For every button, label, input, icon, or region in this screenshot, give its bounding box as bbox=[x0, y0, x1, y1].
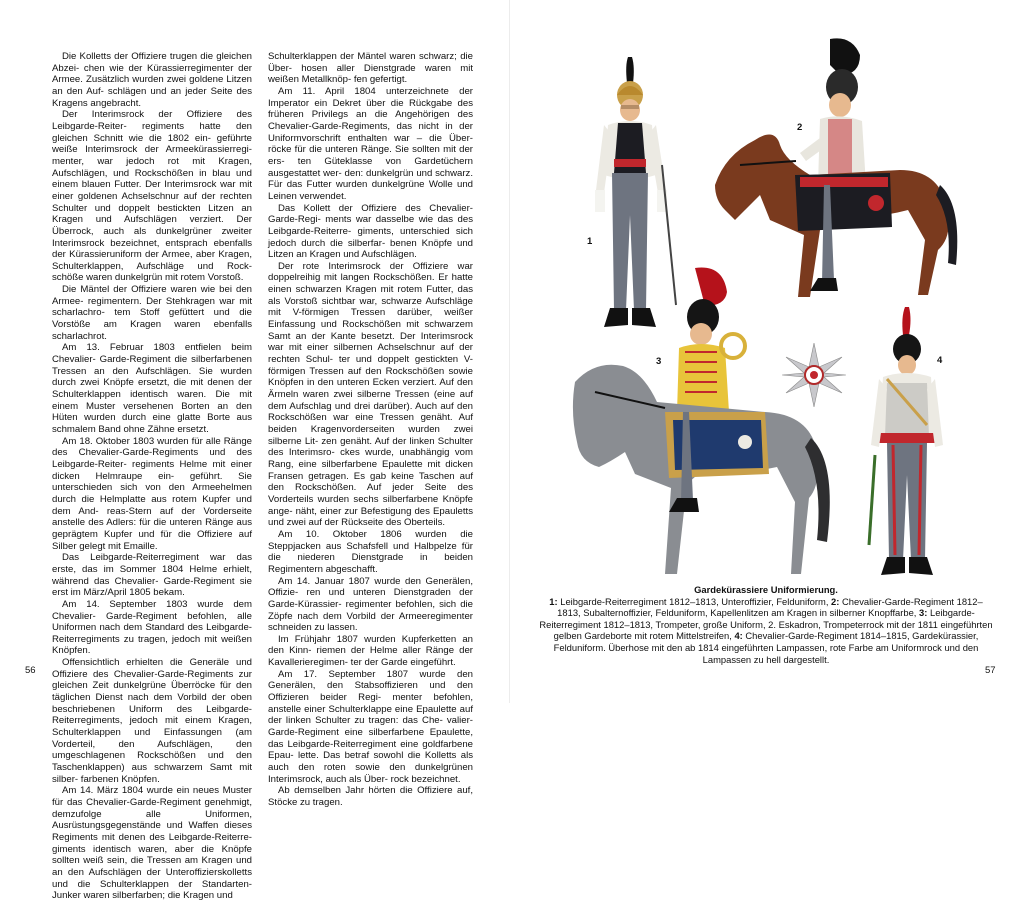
caption-title: Gardekürassiere Uniformierung. bbox=[694, 584, 838, 595]
caption-number-3: 3: bbox=[919, 607, 928, 619]
caption-number-1: 1: bbox=[549, 595, 558, 607]
paragraph: Am 13. Februar 1803 entfielen beim Chevalier- Garde-Regiment die silberfarbenen Tressen an den Aufschlägen. Sie wurden durch zwei Knöpfe ersetzt, die mit denen der Schulterklappen identisch waren. Die mit einem Muster versehenen Borten an den Hüten wurden durch eine glatte Borte aus schmalem Band ohne Zähne ersetzt. bbox=[52, 342, 252, 435]
page-number-right: 57 bbox=[985, 665, 996, 676]
paragraph: Am 14. März 1804 wurde ein neues Muster für das Chevalier-Garde-Regiment genehmigt, demzufolge alle Uniformen, Ausrüstungsgegenstände und Waffen dieses Regiments mit denen des Leibgarde-Reiterre- giments identisch waren, aber die Knöpfe sollten weiß sein, die Tressen am Kragen und an den Aufschlägen der Unteroffizierskolletts und die Schulterklappen der Standarten-Junker waren silberfarben; die Kragen und bbox=[52, 785, 252, 902]
paragraph: Am 18. Oktober 1803 wurden für alle Ränge des Chevalier-Garde-Regiments und des Leibgarde-Reiter- regiments Helme mit einer dicken Helmraupe ein- geführt. Sie unterschieden sich von den Armeehelmen durch die Helmplatte aus rotem Kupfer und dem And- reas-Stern auf der Vorderseite anstelle des Adlers: für die unteren Ränge aus geprägtem Kupfer und für die Offiziere auf Silber gelegt mit Emaille. bbox=[52, 435, 252, 552]
paragraph: Am 14. Januar 1807 wurde den Generälen, Offizie- ren und unteren Dienstgraden der Garde-Kürassier- regimenter befohlen, sich die Zöpfe nach dem Vorbild der Armeeregimenter schneiden zu lassen. bbox=[268, 575, 473, 634]
paragraph: Die Mäntel der Offiziere waren wie bei den Armee- regimentern. Der Stehkragen war mit scharlachro- tem Stoff gefüttert und die Vorstöße am Kragen waren ebenfalls scharlachrot. bbox=[52, 284, 252, 342]
caption-text-3: Leibgarde-Reiterregiment 1812–1813, Trompeter, große Uniform, 2. Eskadron, Trompeterrock mit der 1811 eingeführten gelben Gardeborte mit rotem Mittelstreifen, bbox=[539, 607, 993, 642]
figure-caption bbox=[538, 584, 994, 665]
paragraph: Im Frühjahr 1807 wurden Kupferketten an den Kinn- riemen der Helme aller Ränge der Kavallerieregimen- ter der Garde eingeführt. bbox=[268, 633, 473, 669]
page-number-left: 56 bbox=[25, 665, 36, 676]
figure-3-trumpeter bbox=[565, 262, 837, 580]
star-badge-icon bbox=[782, 343, 846, 407]
caption-number-2: 2: bbox=[831, 595, 840, 607]
paragraph: Die Kolletts der Offiziere trugen die gleichen Abzei- chen wie der Kürassierregimenter der Armee. Zusätzlich wurden zwei goldene Litzen an den Auf- schlägen und an jeder Seite des Kragens angebracht. bbox=[52, 51, 252, 109]
paragraph: Der Interimsrock der Offiziere des Leibgarde-Reiter- regiments hatte den gleichen Schnitt wie die 1802 ein- geführte weiße Interimsrock der Armeekürassierregi- menter, war jedoch rot mit Kragen, Aufschlägen, und Rockschößen in blau und einem blauen Futter. Der Interimsrock war mit einer goldenen Achselschnur auf der rechten Schulter und doppelt bestickten Litzen an Kragen und Aufschlägen verziert. Der Überrock, auch als dunkelgrüner zweiter Interimsrock bezeichnet, entsprach ebenfalls der Kürassieruniform der Armee, aber Kragen, Schulterklappen, Aufschläge und Rock- schöße waren dunkelgrün mit rotem Vorstoß. bbox=[52, 109, 252, 284]
figure-2-mounted-officer bbox=[700, 35, 965, 300]
figure-label-1: 1 bbox=[587, 236, 593, 247]
paragraph: Am 10. Oktober 1806 wurden die Steppjacken aus Schafsfell und Halbpelze für die niederen Dienstgrade in beiden Regimentern abgeschafft. bbox=[268, 528, 473, 575]
figure-label-3: 3 bbox=[656, 356, 662, 367]
paragraph: Offensichtlich erhielten die Generäle und Offiziere des Chevalier-Garde-Regiments zur gleichen Zeit dunkelgrüne Überröcke für den täglichen Dienst nach dem Vorbild der oben beschriebenen Uniform des Leibgarde-Reiterregiments, jedoch mit einem Kragen, Schulterklappen und Einfassungen (am Vorderteil, den Aufschlägen, den umgeschlagenen Rockschößen und den Taschenklappen) aus schwarzem Samt mit silber- farbenen Knöpfen. bbox=[52, 657, 252, 785]
paragraph: Das Kollett der Offiziere des Chevalier-Garde-Regi- ments war dasselbe wie das des Leibgarde-Reiterre- giments, unterschied sich jedoch durch die silberfar- benen Knöpfe und Litzen an Kragen und Aufschlägen. bbox=[268, 202, 473, 261]
caption-text-4: Chevalier-Garde-Regiment 1814–1815, Gardekürassier, Felduniform. Überhose mit den ab 1814 eingeführten Lampassen, rote Farbe am Uniformrock und den Lampassen zu hell dargestellt. bbox=[553, 630, 979, 665]
paragraph: Am 14. September 1803 wurde dem Chevalier- Garde-Regiment befohlen, alle Uniformen nach dem Standard des Leibgarde-Reiterregiments zu tragen, jedoch mit weißen Knöpfen. bbox=[52, 598, 252, 657]
figure-4-guardsman bbox=[865, 305, 950, 580]
paragraph: Ab demselben Jahr hörten die Offiziere auf, Stöcke zu tragen. bbox=[268, 785, 473, 808]
caption-text-2: Chevalier-Garde-Regiment 1812–1813, Subalternoffizier, Felduniform, Kapellenlitzen am Kragen in silberner Knopffarbe, bbox=[557, 595, 983, 619]
paragraph: Das Leibgarde-Reiterregiment war das erste, das im Sommer 1804 Helme erhielt, während das Chevalier- Garde-Regiment sie erst im März/April 1805 bekam. bbox=[52, 552, 252, 599]
paragraph: Schulterklappen der Mäntel waren schwarz; die Über- hosen aller Dienstgrade waren mit weißen Metallknöp- fen gefertigt. bbox=[268, 51, 473, 86]
caption-number-4: 4: bbox=[734, 630, 743, 642]
text-column-1 bbox=[52, 51, 252, 902]
text-column-2 bbox=[268, 51, 473, 809]
caption-text-1: Leibgarde-Reiterregiment 1812–1813, Unteroffizier, Felduniform, bbox=[557, 595, 832, 607]
figure-label-2: 2 bbox=[797, 122, 803, 133]
paragraph: Am 11. April 1804 unterzeichnete der Imperator ein Dekret über die Rückgabe des früheren Privilegs an die Angehörigen des Chevalier-Garde-Regiments, das nicht in der Uniformvorschrift enthalten war – die Über- röcke für die unteren Ränge. Sie sollten mit der ers- ten Güteklasse von Gardetüchern ausgestattet wer- den: dunkelgrün und schwarz. Für das Futter wurden dunkelgrüne Wolle und Leinen verwendet. bbox=[268, 85, 473, 202]
paragraph: Der rote Interimsrock der Offiziere war doppelreihig mit langen Rockschößen. Er hatte einen schwarzen Kragen mit rotem Futter, das als Vorstoß sichtbar war, schwarze Aufschläge mit V-förmigen Tressen darüber, weißer Einfassung und Rockschößen mit schwarzem Samt an der Kante besetzt. Der Interimsrock war mit einer silbernen Achselschnur auf der rechten Schul- ter und doppelt gestickten V-förmigen Tressen auf den Rockschößen sowie Knöpfen in den unteren Ecken verziert. Auf den Ärmeln waren zwei silberne Tressen (eine auf dem Aufschlag und drei darüber). Auch auf den Rockschößen war eine Tressen genäht. Auf beiden Kragenvorderseiten wurden zwei silberne Lit- zen genäht. Auf der linken Schulter des Interimsro- ckes wurde, unabhängig vom Rang, eine silberfarbene Epaulette mit dicken Fransen getragen. Es gab keine Taschen auf den Rockschößen. Auf jeder Seite des Vorderteils wurden sechs silberfarbene Knöpfe ange- näht, einer zur Befestigung des Epauletts und zwei auf der Rückseite des Oberteils. bbox=[268, 260, 473, 529]
paragraph: Am 17. September 1807 wurde den Generälen, den Stabsoffizieren und den Offizieren beider Regi- menter befohlen, anstelle einer Schulterklappe eine Epaulette auf der linken Schulter zu tragen: das Che- valier-Garde-Regiment eine silberfarbene Epaulette, das Leibgarde-Reiterregiment eine goldfarbene Epau- lette. Das betraf sowohl die Kolletts als auch den roten sowie den dunkelgrünen Interimsrock, auch als Über- rock bezeichnet. bbox=[268, 668, 473, 785]
figure-label-4: 4 bbox=[937, 355, 943, 366]
